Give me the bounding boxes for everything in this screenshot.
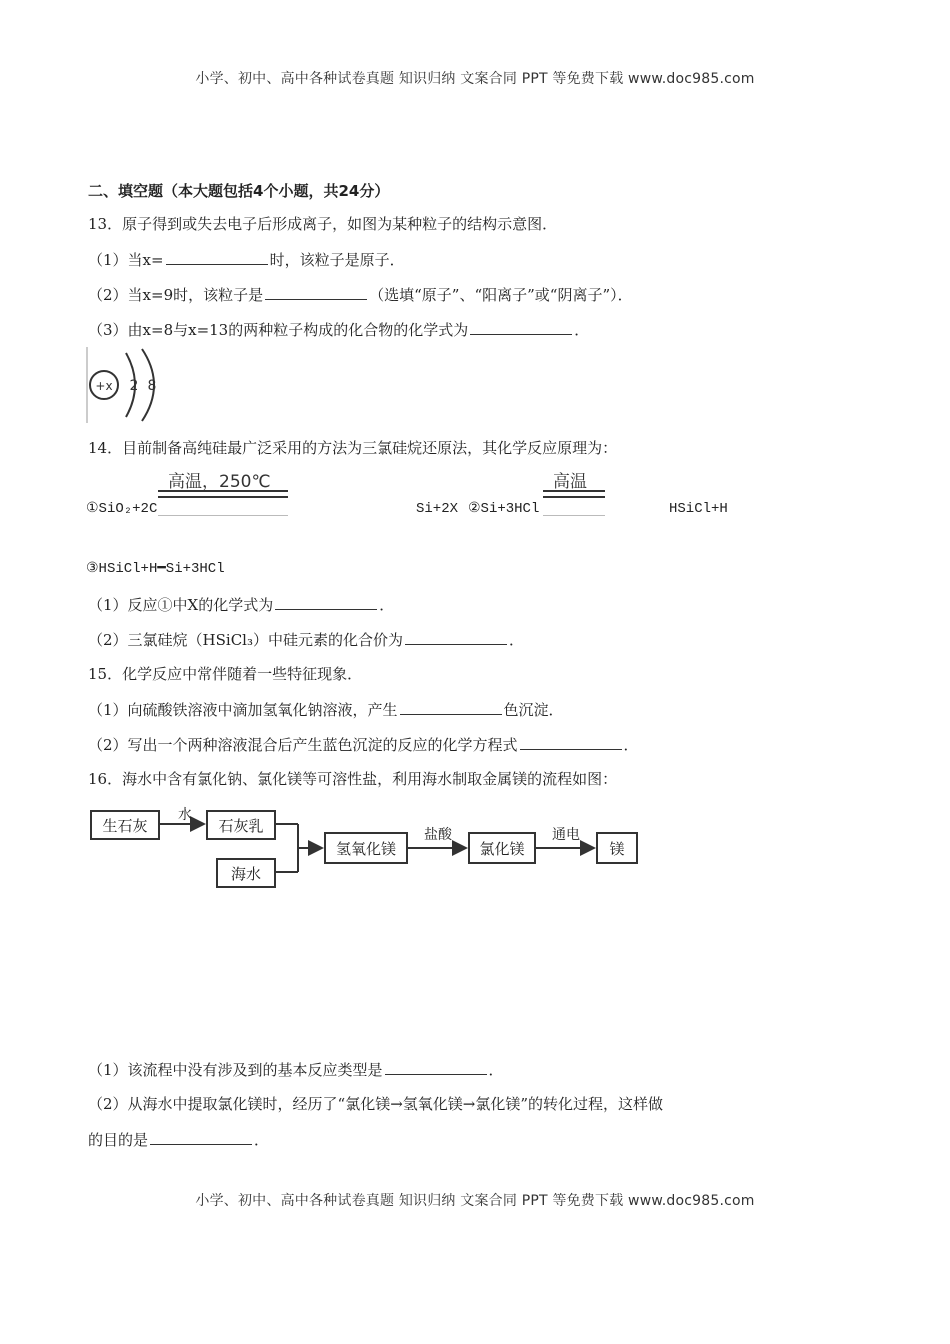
q13-p3-text-end: ． (574, 321, 590, 339)
shell2-count: 8 (147, 378, 157, 394)
flow-lime-milk: 石灰乳 (206, 810, 276, 840)
q14-p1-text: （1）反应①中X的化学式为 (88, 596, 274, 614)
q16-p1-text-end: ． (488, 1061, 504, 1079)
reaction2-reactants: ②Si+3HCl (468, 501, 540, 517)
q15-p2-text-end: ． (623, 736, 639, 754)
answer-blank[interactable] (166, 248, 268, 265)
q16-part1 (88, 1058, 504, 1081)
answer-blank[interactable] (405, 628, 507, 645)
nucleus-label: +x (95, 379, 113, 393)
answer-blank[interactable] (470, 318, 572, 335)
q13-p1-text-end: 时，该粒子是原子． (269, 251, 405, 269)
page-footer: 小学、初中、高中各种试卷真题 知识归纳 文案合同 PPT 等免费下载 www.doc985.com (195, 1193, 755, 1209)
reaction3: ③HSiCl+H━Si+3HCl (86, 561, 225, 577)
q14-part1 (88, 593, 394, 616)
q16-stem: 16．海水中含有氯化钠、氯化镁等可溶性盐，利用海水制取金属镁的流程如图： (88, 770, 618, 788)
reaction2-products: HSiCl+H (669, 501, 728, 517)
q16-p1-text: （1）该流程中没有涉及到的基本反应类型是 (88, 1061, 383, 1079)
q13-p1-text: （1）当x= (88, 251, 164, 269)
q15-p2-text: （2）写出一个两种溶液混合后产生蓝色沉淀的反应的化学方程式 (88, 736, 518, 754)
q13-part2 (88, 283, 633, 306)
answer-blank[interactable] (520, 733, 622, 750)
answer-blank[interactable] (275, 593, 377, 610)
q15-part1 (88, 698, 564, 721)
q13-part3 (88, 318, 589, 341)
flow-diagram (86, 800, 642, 890)
q14-p1-text-end: ． (379, 596, 395, 614)
reaction1-line (158, 515, 288, 516)
q15-p1-text-end: 色沉淀． (503, 701, 564, 719)
page-header: 小学、初中、高中各种试卷真题 知识归纳 文案合同 PPT 等免费下载 www.doc985.com (195, 71, 755, 87)
reaction2-condition: 高温 (553, 472, 587, 492)
q13-p2-text-end: （选填“原子”、“阳离子”或“阴离子”）． (369, 286, 633, 304)
reaction1-reactants: ①SiO₂+2C (86, 501, 158, 517)
reaction1-sign (158, 490, 288, 498)
answer-blank[interactable] (400, 698, 502, 715)
q13-p2-text: （2）当x=9时，该粒子是 (88, 286, 264, 304)
q13-stem: 13．原子得到或失去电子后形成离子，如图为某种粒子的结构示意图． (88, 215, 558, 233)
q14-p2-text-end: ． (509, 631, 525, 649)
q13-part1 (88, 248, 405, 271)
q16-part2-cont (88, 1128, 269, 1151)
q14-stem: 14．目前制备高纯硅最广泛采用的方法为三氯硅烷还原法，其化学反应原理为： (88, 439, 618, 457)
q16-part2: （2）从海水中提取氯化镁时，经历了“氯化镁→氢氧化镁→氯化镁”的转化过程，这样做 (88, 1095, 664, 1113)
flow-electrolysis-label: 通电 (552, 827, 580, 843)
flow-hcl-label: 盐酸 (424, 827, 452, 843)
flow-quicklime: 生石灰 (90, 810, 160, 840)
reaction2-sign (543, 490, 605, 498)
flow-water-label: 水 (178, 807, 192, 823)
flow-mg: 镁 (596, 832, 638, 864)
section-title: 二、填空题（本大题包括4个小题，共24分） (88, 182, 390, 200)
answer-blank[interactable] (265, 283, 367, 300)
q14-part2 (88, 628, 524, 651)
answer-blank[interactable] (385, 1058, 487, 1075)
reaction2-line (543, 515, 605, 516)
q16-p2-text-end: ． (254, 1131, 270, 1149)
q13-p3-text: （3）由x=8与x=13的两种粒子构成的化合物的化学式为 (88, 321, 469, 339)
q15-p1-text: （1）向硫酸铁溶液中滴加氢氧化钠溶液，产生 (88, 701, 398, 719)
reaction1-condition: 高温，250℃ (168, 472, 271, 492)
flow-mg-hydroxide: 氢氧化镁 (324, 832, 408, 864)
flow-seawater: 海水 (216, 858, 276, 888)
q14-p2-text: （2）三氯硅烷（HSiCl₃）中硅元素的化合价为 (88, 631, 403, 649)
reaction1-products: Si+2X (416, 501, 459, 517)
flow-mg-chloride: 氯化镁 (468, 832, 536, 864)
q15-part2 (88, 733, 639, 756)
q15-stem: 15．化学反应中常伴随着一些特征现象． (88, 665, 363, 683)
atom-structure-diagram (86, 345, 166, 425)
q16-p2-text: 的目的是 (88, 1131, 149, 1149)
shell1-count: 2 (129, 378, 139, 394)
answer-blank[interactable] (150, 1128, 252, 1145)
